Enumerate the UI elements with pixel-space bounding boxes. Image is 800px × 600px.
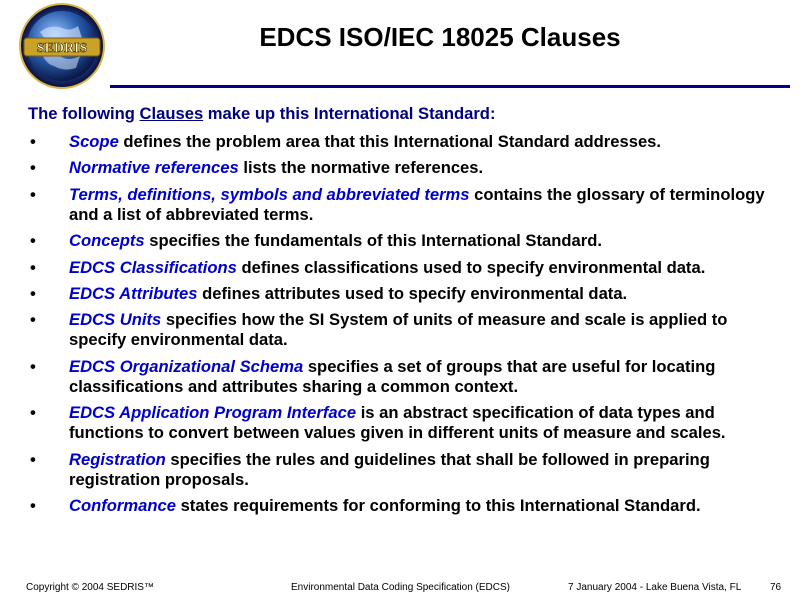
clause-description: defines attributes used to specify environmental data. (197, 283, 628, 303)
bullet-icon: • (30, 449, 36, 469)
clause-description: contains the glossary of terminology and a list of abbreviated terms. (69, 184, 765, 224)
title-divider (110, 85, 790, 88)
bullet-icon: • (30, 231, 36, 251)
bullet-icon: • (30, 310, 36, 330)
clause-item-concepts (28, 231, 788, 251)
sedris-logo (12, 2, 112, 90)
bullet-icon: • (30, 257, 36, 277)
clause-item-edcs-api (28, 403, 788, 443)
bullet-icon: • (30, 495, 36, 515)
footer-page-number: 76 (770, 582, 782, 593)
bullet-icon: • (30, 158, 36, 178)
clause-item-edcs-units (28, 310, 788, 350)
clause-description: lists the normative references. (238, 158, 484, 178)
clause-description: specifies a set of groups that are useful for locating classifications and attributes sharing a common context. (69, 356, 716, 396)
intro-line (28, 104, 495, 124)
clause-item-conformance (28, 496, 788, 516)
slide-title: EDCS ISO/IEC 18025 Clauses (259, 22, 621, 52)
footer-date-location: 7 January 2004 - Lake Buena Vista, FL (568, 582, 742, 593)
clause-description: defines the problem area that this International Standard addresses. (118, 132, 662, 151)
globe-logo-icon (12, 2, 112, 90)
clause-description: specifies the rules and guidelines that shall be followed in preparing registration proposals. (69, 449, 710, 489)
intro-suffix: make up this International Standard: (203, 104, 496, 123)
clause-term: EDCS Units (69, 310, 162, 330)
intro-prefix: The following (28, 104, 140, 123)
clause-description: specifies the fundamentals of this International Standard. (144, 231, 602, 251)
clause-item-normative-references (28, 158, 788, 178)
clause-item-edcs-organizational-schema (28, 357, 788, 397)
clause-term: Terms, definitions, symbols and abbreviated terms (69, 184, 470, 204)
clause-description: states requirements for conforming to this International Standard. (175, 495, 701, 515)
bullet-icon: • (30, 356, 36, 376)
clause-description: defines classifications used to specify environmental data. (236, 257, 706, 277)
bullet-icon: • (30, 184, 36, 204)
clause-term: EDCS Classifications (69, 257, 237, 277)
footer-copyright: Copyright © 2004 SEDRIS™ (26, 582, 154, 593)
clause-term: Normative references (69, 158, 239, 178)
clause-description: specifies how the SI System of units of measure and scale is applied to specify environmental data. (69, 310, 728, 350)
clause-term: EDCS Application Program Interface (69, 403, 357, 423)
clauses-link[interactable]: Clauses (139, 104, 204, 123)
clause-item-terms-definitions (28, 185, 788, 225)
clause-item-scope (28, 132, 788, 152)
clause-term: EDCS Organizational Schema (69, 356, 304, 376)
clause-term: Registration (69, 449, 166, 469)
footer-title: Environmental Data Coding Specification (EDCS) (291, 582, 510, 593)
bullet-icon: • (30, 403, 36, 423)
clause-description: is an abstract specification of data types and functions to convert between values given in different units of measure and scales. (69, 403, 726, 443)
clause-item-edcs-attributes (28, 284, 788, 304)
clause-term: Scope (69, 132, 119, 151)
bullet-icon: • (30, 283, 36, 303)
clause-list (28, 132, 788, 522)
clause-term: Conformance (69, 495, 176, 515)
clause-item-registration (28, 450, 788, 490)
clause-term: EDCS Attributes (69, 283, 198, 303)
clause-term: Concepts (69, 231, 145, 251)
clause-item-edcs-classifications (28, 258, 788, 278)
bullet-icon: • (30, 132, 36, 151)
logo-text: SEDRIS (36, 41, 88, 56)
